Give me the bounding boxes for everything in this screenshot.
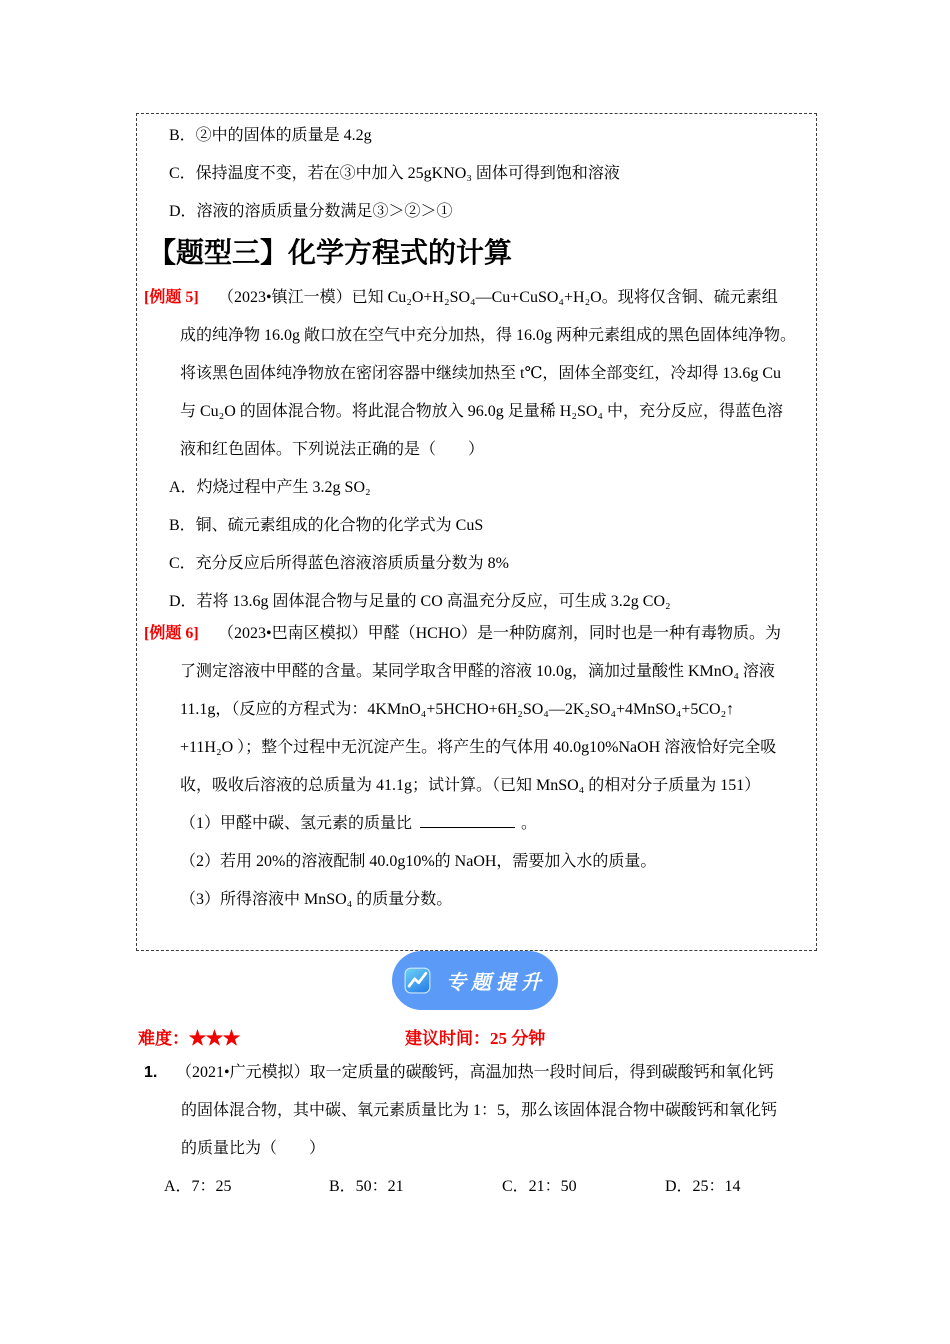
example-6-line-0: （2023•巴南区模拟）甲醛（HCHO）是一种防腐剂，同时也是一种有毒物质。为: [218, 625, 781, 642]
prev-option-d: D．溶液的溶质质量分数满足③＞②＞①: [169, 203, 453, 220]
example-5-option-d: D．若将 13.6g 固体混合物与足量的 CO 高温充分反应，可生成 3.2g CO₂: [169, 593, 671, 610]
example-6: [144, 615, 810, 919]
exercise-1-option-d: D．25：14: [665, 1178, 741, 1195]
answer-blank[interactable]: [420, 810, 515, 828]
example-5-first-line: [144, 279, 810, 317]
example-5: [144, 279, 810, 621]
example-6-line-1: 了测定溶液中甲醛的含量。某同学取含甲醛的溶液 10.0g，滴加过量酸性 KMnO₄ 溶液: [180, 663, 775, 680]
exercise-1-option-c: C．21：50: [502, 1178, 577, 1195]
exercise-1-line-0: （2021•广元模拟）取一定质量的碳酸钙，高温加热一段时间后，得到碳酸钙和氧化钙: [176, 1064, 774, 1081]
example-6-line-4: 收，吸收后溶液的总质量为 41.1g；试计算。（已知 MnSO₄ 的相对分子质量为 151）: [180, 777, 761, 794]
example-5-line-4: 液和红色固体。下列说法正确的是（ ）: [180, 441, 485, 458]
exercise-1-number: 1.: [144, 1064, 158, 1081]
example-5-option-a: A．灼烧过程中产生 3.2g SO₂: [169, 479, 371, 496]
prev-option-b: B．②中的固体的质量是 4.2g: [169, 127, 372, 144]
exercise-1-line-1: 的固体混合物，其中碳、氧元素质量比为 1：5，那么该固体混合物中碳酸钙和氧化钙: [181, 1102, 778, 1119]
example-6-subquestion-2: （2）若用 20%的溶液配制 40.0g10%的 NaOH，需要加入水的质量。: [180, 853, 657, 870]
subquestion-1-text: （1）甲醛中碳、氢元素的质量比: [180, 815, 413, 832]
example-6-line-2: 11.1g，（反应的方程式为：4KMnO₄+5HCHO+6H₂SO₄—2K₂SO₄+4MnSO₄+5CO₂↑: [180, 701, 735, 718]
exercise-1-option-a: A．7：25: [164, 1178, 232, 1195]
exercise-1-option-b: B．50：21: [329, 1178, 404, 1195]
example-6-subquestion-3: （3）所得溶液中 MnSO₄ 的质量分数。: [180, 891, 453, 908]
example-6-subquestion-1: [144, 805, 810, 843]
section-badge: [392, 951, 558, 1010]
meta-row: [138, 1026, 818, 1052]
example-5-line-3: 与 Cu₂O 的固体混合物。将此混合物放入 96.0g 足量稀 H₂SO₄ 中，充分反应，得蓝色溶: [180, 403, 783, 420]
example-5-option-c: C．充分反应后所得蓝色溶液溶质质量分数为 8%: [169, 555, 510, 572]
exercise-1-options: [136, 1168, 836, 1206]
badge-label: 专题提升: [446, 972, 546, 994]
question-panel: [136, 113, 817, 951]
example-5-option-b: B．铜、硫元素组成的化合物的化学式为 CuS: [169, 517, 484, 534]
example-5-label: [例题 5]: [144, 289, 199, 306]
exercise-1-first-line: [136, 1054, 836, 1092]
example-5-line-0: （2023•镇江一模）已知 Cu₂O+H₂SO₄—Cu+CuSO₄+H₂O。现将仅含铜、硫元素组: [218, 289, 778, 306]
example-5-line-1: 成的纯净物 16.0g 敞口放在空气中充分加热，得 16.0g 两种元素组成的黑色固体纯净物。: [180, 327, 797, 344]
exercise-1: [136, 1054, 836, 1206]
example-5-line-2: 将该黑色固体纯净物放在密闭容器中继续加热至 t℃，固体全部变红，冷却得 13.6g Cu: [180, 365, 782, 382]
suggested-time-label: 建议时间：25 分钟: [405, 1029, 546, 1048]
exercise-1-line-2: 的质量比为（ ）: [181, 1140, 326, 1157]
difficulty-label: 难度：★★★: [138, 1029, 240, 1048]
subquestion-1-period: 。: [521, 815, 538, 832]
example-6-label: [例题 6]: [144, 625, 199, 642]
prev-option-c: C．保持温度不变，若在③中加入 25gKNO₃ 固体可得到饱和溶液: [169, 165, 620, 182]
example-6-line-3: +11H₂O ）；整个过程中无沉淀产生。将产生的气体用 40.0g10%NaOH 溶液恰好完全吸: [180, 739, 777, 756]
section-heading: 【题型三】化学方程式的计算: [148, 237, 513, 268]
trend-chart-icon: [404, 967, 431, 994]
example-6-first-line: [144, 615, 810, 653]
